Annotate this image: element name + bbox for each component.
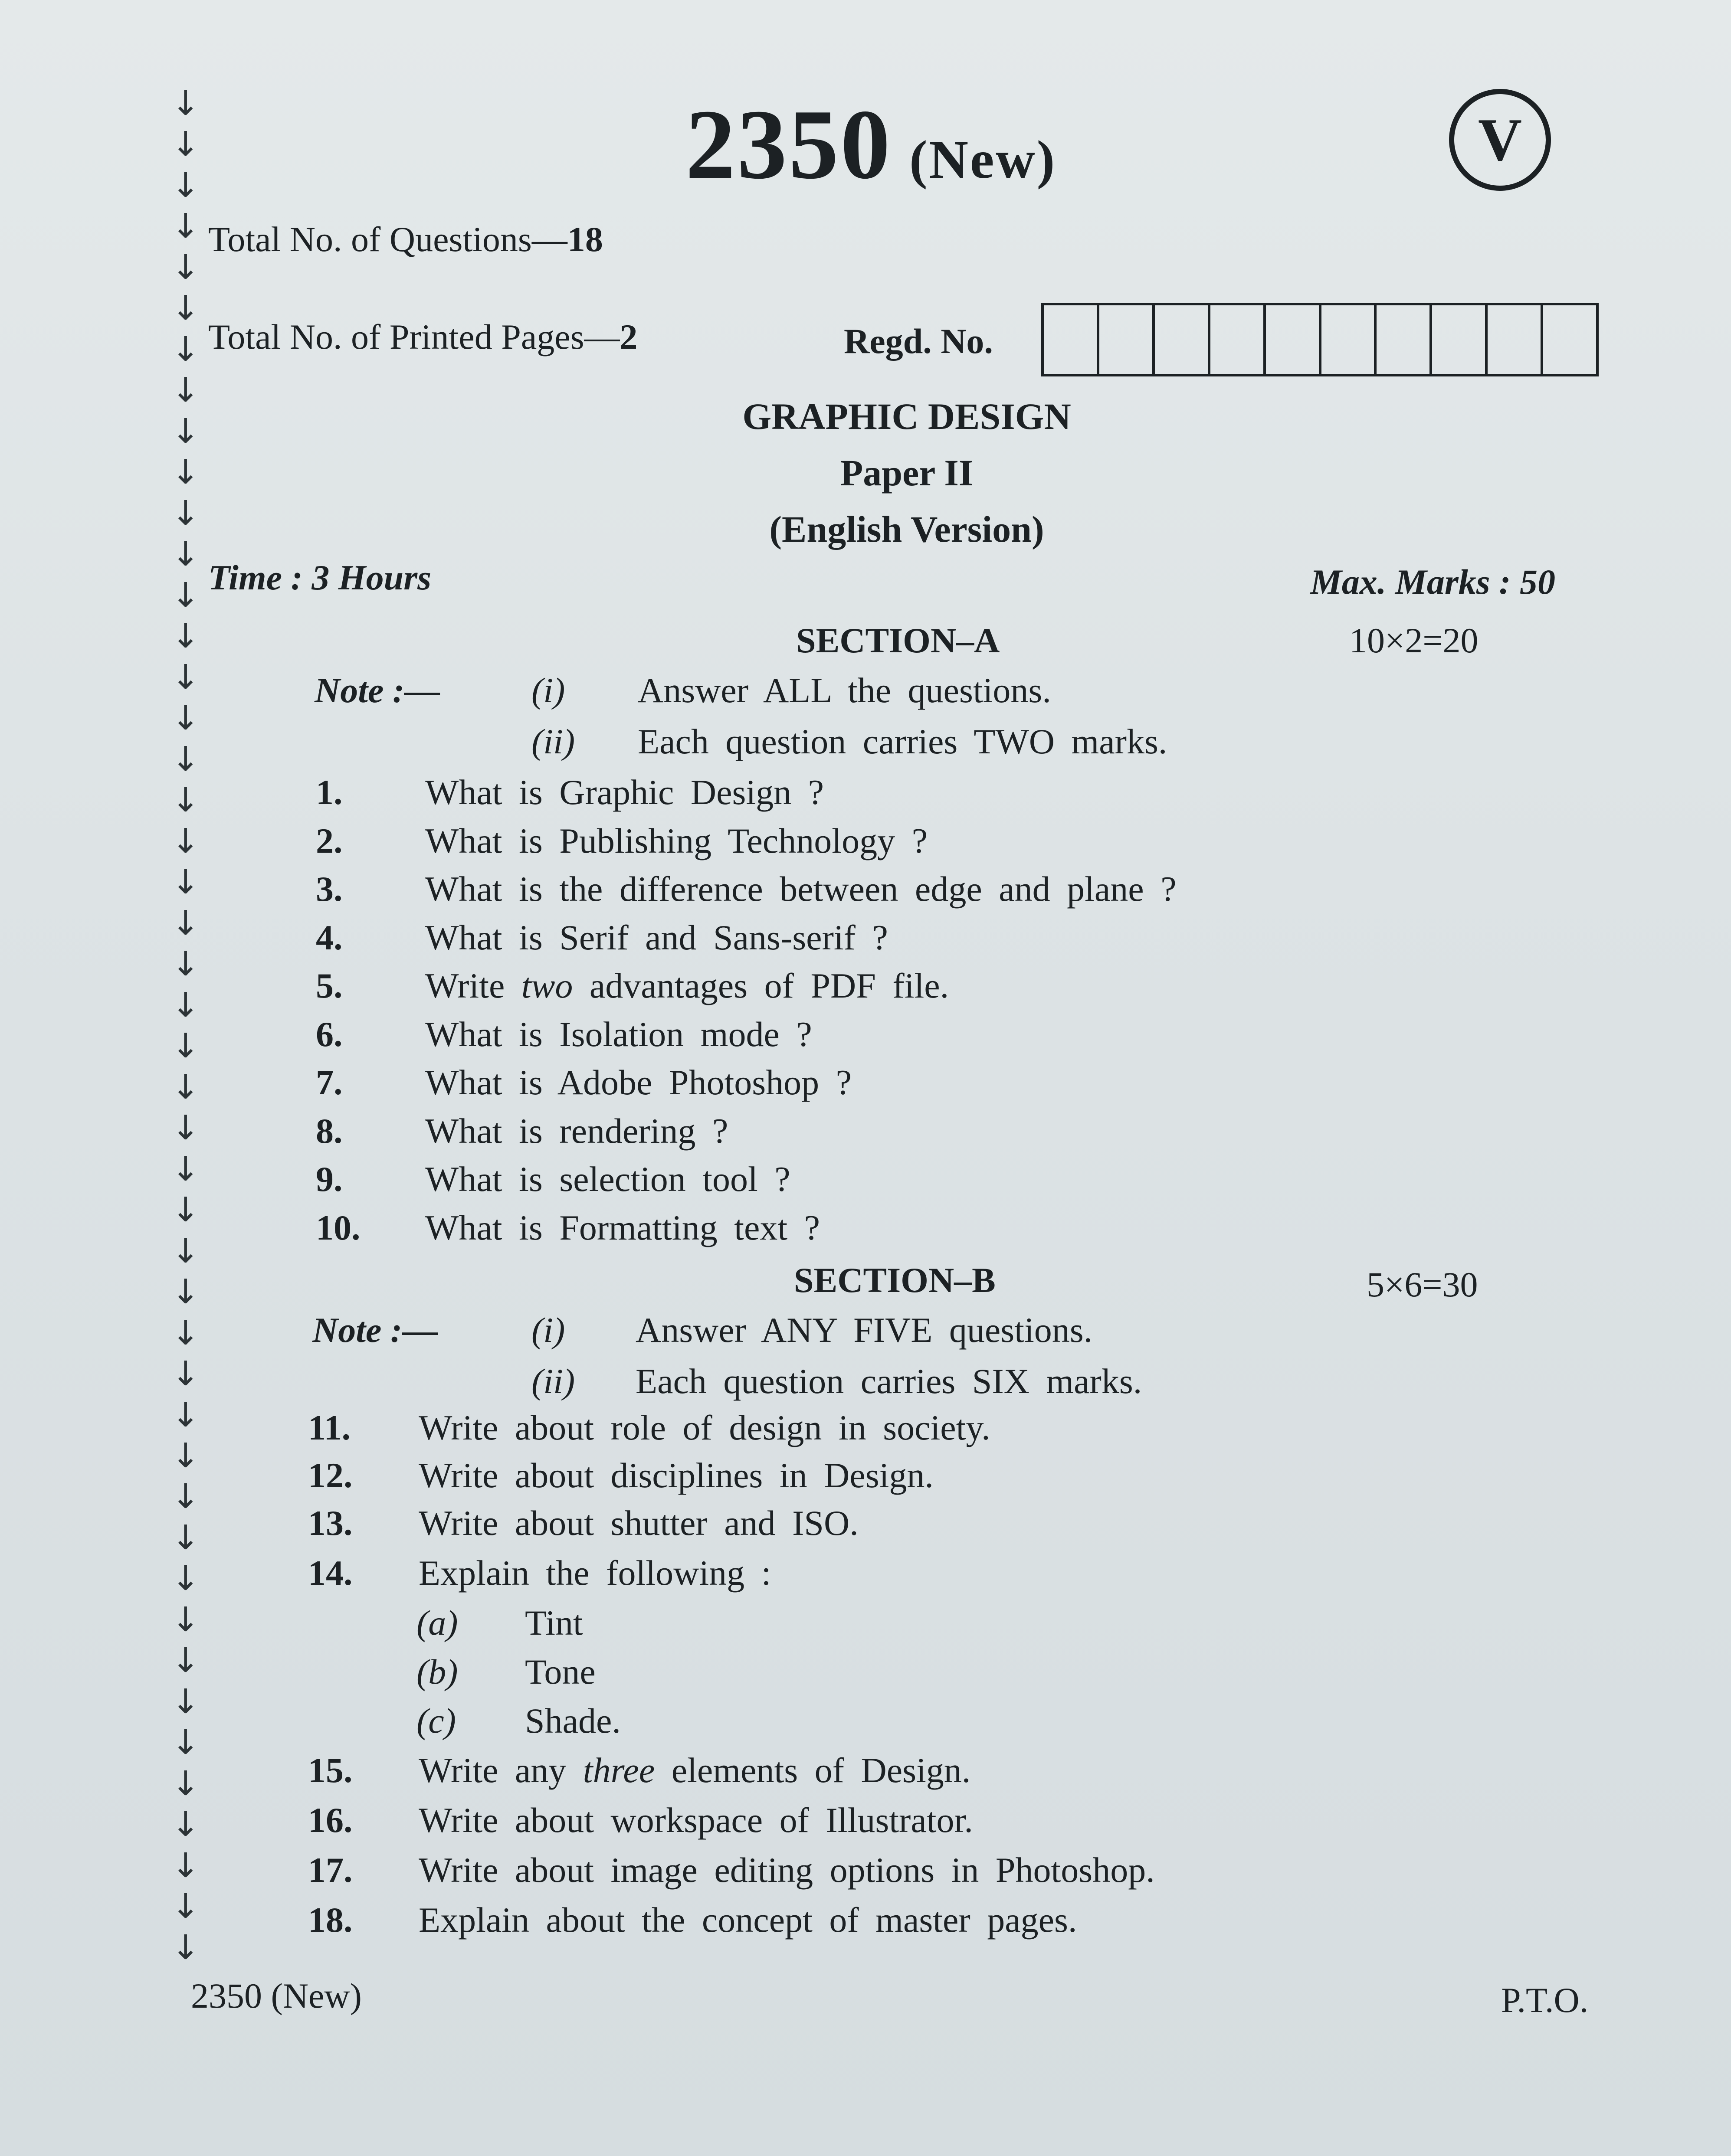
arrow-mark: ↓ [171, 1518, 200, 1557]
regd-box [1321, 305, 1377, 374]
arrow-mark: ↓ [171, 658, 200, 697]
question-row [0, 917, 1731, 961]
question-row [0, 965, 1731, 1009]
note-label: Note :— [315, 671, 440, 710]
question-row [0, 1800, 1731, 1843]
regd-box [1099, 305, 1155, 374]
arrow-mark: ↓ [171, 863, 200, 902]
arrow-mark: ↓ [171, 1682, 200, 1721]
note-text: Each question carries TWO marks. [638, 722, 1167, 761]
question-number: 4. [316, 917, 343, 957]
question-row [0, 821, 1731, 864]
max-marks: Max. Marks : 50 [1310, 562, 1555, 602]
question-text: What is rendering ? [425, 1111, 728, 1151]
question-text-emphasis: three [583, 1750, 655, 1790]
question-text-pre: Write [425, 966, 521, 1005]
arrow-mark: ↓ [171, 985, 200, 1025]
version-mark [1449, 89, 1551, 191]
question-row [0, 772, 1731, 820]
question-text: What is Isolation mode ? [425, 1014, 812, 1054]
total-questions [208, 219, 603, 260]
question-number: 9. [316, 1159, 343, 1199]
regd-box [1377, 305, 1432, 374]
total-pages-label: Total No. of Printed Pages— [208, 317, 620, 357]
section-a-marks: 10×2=20 [1349, 621, 1479, 660]
question-text-pre: Write any [419, 1750, 583, 1790]
arrow-mark: ↓ [171, 1641, 200, 1681]
regd-box [1543, 305, 1596, 374]
regd-box [1488, 305, 1543, 374]
note-index: (ii) [531, 722, 575, 761]
subject-title: GRAPHIC DESIGN [742, 396, 1071, 437]
note-index: (i) [531, 671, 565, 710]
question-text: What is Serif and Sans-serif ? [425, 917, 888, 957]
sub-item-row [0, 1652, 1731, 1695]
arrow-mark: ↓ [171, 945, 200, 984]
question-text: Write about role of design in society. [419, 1408, 990, 1447]
arrow-mark: ↓ [171, 248, 200, 287]
question-number: 5. [316, 966, 343, 1005]
sub-item-label: (b) [416, 1652, 458, 1691]
regd-box [1266, 305, 1321, 374]
question-number: 7. [316, 1063, 343, 1102]
sub-item-row [0, 1600, 1731, 1646]
total-questions-value: 18 [567, 219, 603, 259]
question-text: What is Publishing Technology ? [425, 821, 928, 860]
arrow-mark: ↓ [171, 1764, 200, 1803]
question-row [0, 1455, 1731, 1498]
sub-item-label: (a) [416, 1603, 458, 1642]
arrow-mark: ↓ [171, 1273, 200, 1312]
question-row [0, 1014, 1731, 1057]
arrow-mark: ↓ [171, 453, 200, 492]
note-index: (i) [531, 1310, 565, 1350]
question-row [0, 1846, 1731, 1893]
question-text-post: advantages of PDF file. [573, 966, 949, 1005]
question-text: Write about shutter and ISO. [419, 1503, 859, 1543]
question-row [0, 1503, 1731, 1546]
arrow-mark: ↓ [171, 617, 200, 656]
question-row [0, 1900, 1731, 1943]
arrow-mark: ↓ [171, 1559, 200, 1599]
arrow-mark: ↓ [171, 494, 200, 533]
arrow-mark: ↓ [171, 1846, 200, 1885]
arrow-mark: ↓ [171, 821, 200, 861]
question-number: 1. [316, 772, 343, 812]
arrow-mark: ↓ [171, 84, 200, 123]
question-text-emphasis: two [521, 966, 573, 1005]
note-row [0, 670, 1731, 713]
arrow-mark: ↓ [171, 1436, 200, 1476]
question-number: 17. [308, 1850, 353, 1890]
question-text: Write about workspace of Illustrator. [419, 1800, 973, 1840]
section-b-heading: SECTION–B [794, 1260, 996, 1300]
total-pages-text [208, 317, 638, 357]
paper-title: Paper II [840, 452, 974, 494]
question-row [0, 1750, 1731, 1793]
question-text: What is selection tool ? [425, 1159, 790, 1199]
arrow-mark: ↓ [171, 1477, 200, 1517]
question-number: 3. [316, 869, 343, 909]
note-text: Each question carries SIX marks. [636, 1361, 1142, 1401]
note-text: Answer ALL the questions. [638, 671, 1051, 710]
question-number: 12. [308, 1456, 353, 1495]
note-index: (ii) [531, 1361, 575, 1401]
sub-item-text: Tint [525, 1603, 583, 1642]
footer-code: 2350 (New) [191, 1976, 362, 2015]
paper-code-number: 2350 [685, 89, 892, 200]
arrow-mark: ↓ [171, 781, 200, 820]
question-number: 2. [316, 821, 343, 860]
arrow-mark: ↓ [171, 371, 200, 410]
question-row [0, 1553, 1731, 1599]
question-text: Write about disciplines in Design. [419, 1456, 934, 1495]
arrow-mark: ↓ [171, 1395, 200, 1435]
total-pages-value: 2 [620, 317, 638, 357]
question-text: What is Graphic Design ? [425, 772, 824, 812]
note-row [0, 1310, 1731, 1353]
version-letter: V [1478, 106, 1522, 173]
question-text [425, 965, 949, 1006]
arrow-mark: ↓ [171, 125, 200, 164]
arrow-mark: ↓ [171, 739, 200, 779]
sub-item-label: (c) [416, 1701, 456, 1741]
total-pages [208, 317, 638, 357]
total-questions-text [208, 219, 603, 259]
question-text: Explain about the concept of master pages. [419, 1900, 1077, 1940]
arrow-mark: ↓ [171, 1887, 200, 1927]
note-text: Answer ANY FIVE questions. [636, 1310, 1093, 1350]
question-text-post: elements of Design. [655, 1750, 971, 1790]
arrow-mark: ↓ [171, 1600, 200, 1639]
total-questions-label: Total No. of Questions— [208, 219, 567, 259]
footer-pto: P.T.O. [1501, 1980, 1589, 2020]
arrow-mark: ↓ [171, 166, 200, 205]
paper-code-suffix: (New) [909, 130, 1057, 190]
question-text: Explain the following : [419, 1553, 771, 1593]
regd-label: Regd. No. [844, 321, 993, 361]
arrow-mark: ↓ [171, 1027, 200, 1066]
arrow-mark: ↓ [171, 1723, 200, 1763]
question-number: 8. [316, 1111, 343, 1151]
paper-code [685, 87, 1056, 202]
sub-item-row [0, 1701, 1731, 1744]
arrow-mark: ↓ [171, 1067, 200, 1107]
section-a-heading: SECTION–A [796, 621, 1000, 660]
question-number: 13. [308, 1503, 353, 1543]
arrow-mark: ↓ [171, 699, 200, 738]
question-row [0, 1407, 1731, 1451]
arrow-mark: ↓ [171, 330, 200, 369]
question-number: 15. [308, 1750, 353, 1790]
question-row [0, 1207, 1731, 1251]
question-number: 6. [316, 1014, 343, 1054]
regd-number-boxes [1041, 303, 1599, 376]
arrow-mark: ↓ [171, 1928, 200, 1967]
question-number: 14. [308, 1553, 353, 1593]
regd-box [1432, 305, 1488, 374]
question-row [0, 1062, 1731, 1106]
question-number: 10. [316, 1207, 361, 1247]
note-label: Note :— [312, 1310, 438, 1350]
arrow-mark: ↓ [171, 1149, 200, 1189]
regd-box [1210, 305, 1266, 374]
arrow-mark: ↓ [171, 1313, 200, 1353]
sub-item-text: Tone [525, 1652, 596, 1691]
question-text: What is the difference between edge and plane ? [425, 869, 1177, 909]
time-allowed: Time : 3 Hours [208, 558, 432, 597]
arrow-mark: ↓ [171, 1805, 200, 1845]
section-b-marks: 5×6=30 [1367, 1265, 1478, 1304]
question-number: 11. [308, 1408, 351, 1447]
arrow-mark: ↓ [171, 1354, 200, 1394]
question-text: Write about image editing options in Photoshop. [419, 1850, 1155, 1890]
question-text [419, 1750, 970, 1791]
question-row [0, 1111, 1731, 1154]
question-row [0, 1159, 1731, 1202]
question-number: 16. [308, 1800, 353, 1840]
arrow-mark: ↓ [171, 576, 200, 615]
question-number: 18. [308, 1900, 353, 1940]
arrow-mark: ↓ [171, 207, 200, 246]
sub-item-text: Shade. [525, 1701, 621, 1741]
note-row [0, 721, 1731, 765]
arrow-mark: ↓ [171, 412, 200, 451]
question-text: What is Formatting text ? [425, 1207, 820, 1247]
regd-box [1155, 305, 1210, 374]
note-row [0, 1361, 1731, 1404]
arrow-mark: ↓ [171, 535, 200, 574]
question-row [0, 869, 1731, 912]
arrow-mark: ↓ [171, 1231, 200, 1271]
arrow-mark: ↓ [171, 289, 200, 328]
question-text: What is Adobe Photoshop ? [425, 1063, 852, 1102]
version-title: (English Version) [769, 508, 1044, 550]
regd-box [1044, 305, 1099, 374]
arrow-mark: ↓ [171, 1109, 200, 1148]
arrow-mark: ↓ [171, 1191, 200, 1230]
arrow-mark: ↓ [171, 903, 200, 943]
